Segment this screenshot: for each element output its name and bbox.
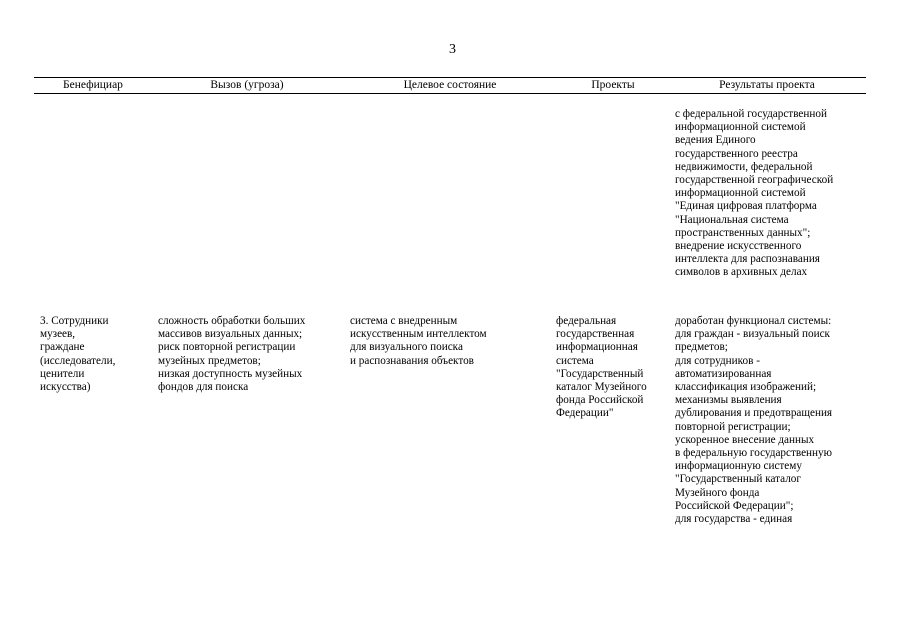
cell-projects: федеральная государственная информационная система "Государственный каталог Музейного фонда Российской Федерации" (556, 315, 647, 420)
header-challenge: Вызов (угроза) (210, 79, 284, 91)
header-results: Результаты проекта (719, 79, 815, 91)
cell-challenge: сложность обработки больших массивов визуальных данных; риск повторной регистрации музейных предметов; низкая доступность музейных фондов для поиска (158, 315, 306, 394)
cell-results: доработан функционал системы: для граждан - визуальный поиск предметов; для сотрудников - автоматизированная классификация изображений; механизмы выявления дублирования и предотвращения повторной регистрации; ускоренное внесение данных в федеральную государственную информационную систему "Государственный каталог Музейного фонда Российской Федерации"; для государства - единая (675, 315, 833, 526)
cell-results-continuation: с федеральной государственной информационной системой ведения Единого государственного реестра недвижимости, федеральной государственной географической информационной системой "Единая цифровая платформа "Национальная система пространственных данных"; внедрение искусственного интеллекта для распознавания символов в архивных делах (675, 108, 834, 279)
cell-target-state: система с внедренным искусственным интеллектом для визуального поиска и распознавания объектов (350, 315, 487, 367)
cell-beneficiary: 3. Сотрудники музеев, граждане (исследователи, ценители искусства) (40, 315, 116, 394)
header-beneficiary: Бенефициар (63, 79, 123, 91)
page-number: 3 (449, 42, 456, 57)
header-target-state: Целевое состояние (403, 79, 497, 91)
table-header (34, 77, 866, 94)
header-projects: Проекты (591, 79, 635, 91)
projects-table (34, 77, 866, 526)
